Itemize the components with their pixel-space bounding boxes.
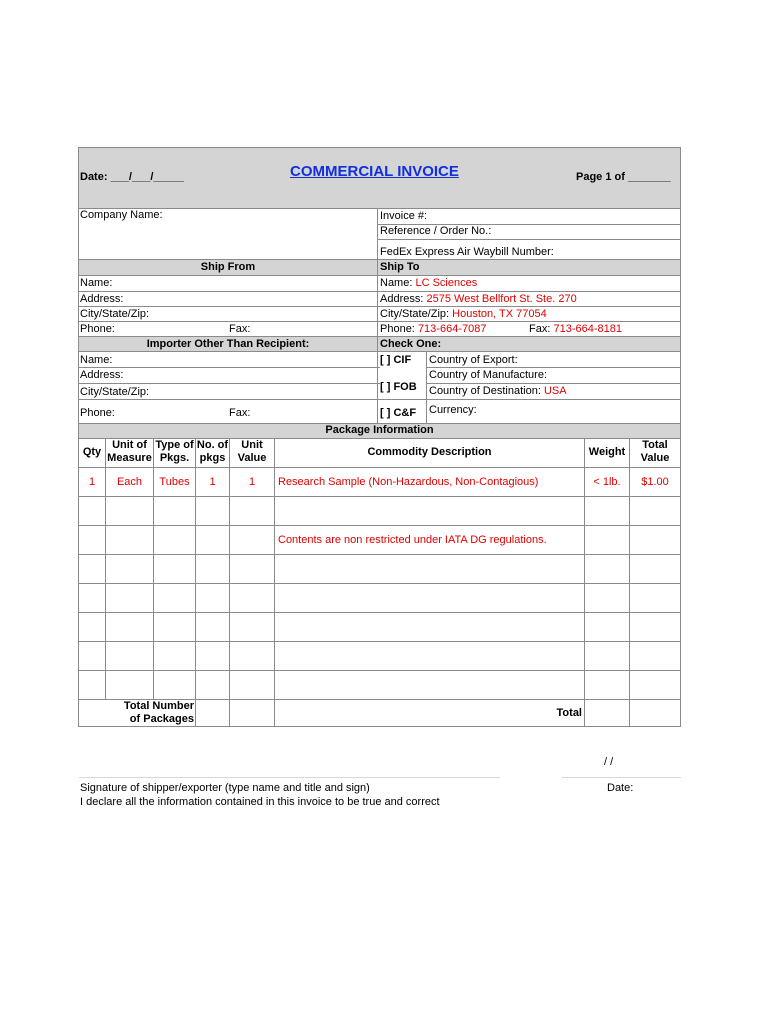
col-header-description-line: Commodity Description (367, 446, 492, 458)
cell-unit[interactable]: Each (116, 476, 143, 488)
col-header-no-pkgs-line: No. of (196, 439, 229, 451)
ship-to-fax-label: Fax: (529, 323, 551, 335)
col-header-description (275, 446, 584, 459)
col-header-weight-line: Weight (588, 446, 626, 458)
col-header-total-value-line: Total (642, 439, 668, 451)
ship-to-name[interactable] (380, 277, 477, 290)
footer-date-slashes: / / (604, 756, 614, 768)
col-header-type-pkgs-line: Pkgs. (159, 452, 190, 464)
country-destination-label: Country of Destination: (429, 385, 541, 397)
cell-description[interactable]: Research Sample (Non-Hazardous, Non-Contagious) (278, 476, 539, 488)
importer-name[interactable]: Name: (80, 354, 113, 366)
country-destination[interactable] (429, 385, 567, 398)
total-packages-label-line: of Packages (129, 713, 194, 725)
cell-type[interactable]: Tubes (159, 476, 190, 488)
importer-heading: Importer Other Than Recipient: (146, 338, 310, 350)
date-value: ___/___/_____ (110, 171, 184, 183)
signature-label[interactable]: Signature of shipper/exporter (type name and title and sign) (80, 782, 370, 794)
col-header-weight (585, 446, 629, 459)
total-packages-label (106, 700, 194, 726)
total-packages-label-line: Total Number (123, 700, 194, 712)
ship-to-name-label: Name: (380, 277, 413, 289)
invoice-number-label[interactable]: Invoice #: (380, 210, 428, 222)
ship-from-fax[interactable]: Fax: (229, 323, 251, 335)
ship-to-address-value: 2575 West Bellfort St. Ste. 270 (426, 293, 577, 305)
date-line (562, 777, 681, 778)
ship-to-fax[interactable] (529, 323, 622, 336)
col-header-unit-value-line: Unit (241, 439, 263, 451)
col-header-qty-line: Qty (82, 446, 102, 458)
ship-from-city[interactable]: City/State/Zip: (80, 308, 150, 320)
checkbox-fob[interactable]: [ ] FOB (380, 381, 417, 393)
country-export-label[interactable]: Country of Export: (429, 354, 518, 366)
ship-to-city[interactable] (380, 308, 547, 321)
importer-city[interactable]: City/State/Zip: (80, 386, 150, 398)
ship-from-heading: Ship From (200, 261, 256, 273)
ship-to-fax-value: 713-664-8181 (553, 323, 622, 335)
ship-to-address[interactable] (380, 293, 577, 306)
reference-order-label[interactable]: Reference / Order No.: (380, 225, 492, 237)
country-manufacture-label[interactable]: Country of Manufacture: (429, 369, 548, 381)
company-name-label[interactable]: Company Name: (80, 209, 163, 221)
ship-to-heading: Ship To (380, 261, 420, 273)
importer-fax[interactable]: Fax: (229, 407, 251, 419)
ship-to-address-label: Address: (380, 293, 424, 305)
checkbox-cf[interactable]: [ ] C&F (380, 407, 417, 419)
page-title: COMMERCIAL INVOICE (290, 163, 459, 180)
total-packages-value[interactable] (196, 700, 228, 725)
ship-to-phone-value: 713-664-7087 (417, 323, 487, 335)
col-header-unit-value-line: Value (237, 452, 267, 464)
cell-weight[interactable]: < 1lb. (593, 476, 621, 488)
checkbox-cif[interactable]: [ ] CIF (380, 354, 412, 366)
waybill-number-label[interactable]: FedEx Express Air Waybill Number: (380, 246, 554, 258)
footer-date-label[interactable]: Date: (607, 782, 634, 794)
col-header-unit-measure-line: Unit of (112, 439, 147, 451)
col-header-unit-measure (106, 439, 153, 465)
col-header-total-value-line: Value (640, 452, 670, 464)
cell-no[interactable]: 1 (209, 476, 216, 488)
ship-from-name[interactable]: Name: (80, 277, 113, 289)
cell-unit-value[interactable]: 1 (248, 476, 256, 488)
cell-total[interactable]: $1.00 (641, 476, 669, 488)
ship-to-name-value: LC Sciences (415, 277, 478, 289)
ship-to-city-value: Houston, TX 77054 (452, 308, 547, 320)
col-header-type-pkgs (154, 439, 195, 465)
package-heading: Package Information (325, 424, 434, 436)
date-field[interactable] (80, 171, 184, 184)
date-label: Date: (80, 171, 108, 183)
importer-address[interactable]: Address: (80, 369, 124, 381)
col-header-qty (79, 446, 105, 459)
importer-phone[interactable]: Phone: (80, 407, 115, 419)
col-header-type-pkgs-line: Type of (155, 439, 194, 451)
total-label: Total (556, 707, 582, 719)
declaration-text: I declare all the information contained in this invoice to be true and correct (80, 796, 440, 808)
ship-from-phone[interactable]: Phone: (80, 323, 115, 335)
col-header-unit-measure-line: Measure (107, 452, 152, 464)
currency-label[interactable]: Currency: (429, 404, 477, 416)
check-one-heading: Check One: (380, 338, 442, 350)
ship-to-phone[interactable] (380, 323, 486, 336)
signature-line (79, 777, 500, 778)
cell-description[interactable]: Contents are non restricted under IATA DG regulations. (278, 534, 547, 546)
ship-to-city-label: City/State/Zip: (380, 308, 450, 320)
country-destination-value: USA (543, 385, 567, 397)
ship-from-address[interactable]: Address: (80, 293, 124, 305)
cell-qty[interactable]: 1 (88, 476, 96, 488)
col-header-no-pkgs (196, 439, 229, 465)
col-header-no-pkgs-line: pkgs (199, 452, 226, 464)
page-number: Page 1 of _______ (576, 171, 671, 183)
col-header-total-value (630, 439, 680, 465)
ship-to-phone-label: Phone: (380, 323, 415, 335)
col-header-unit-value (230, 439, 274, 465)
